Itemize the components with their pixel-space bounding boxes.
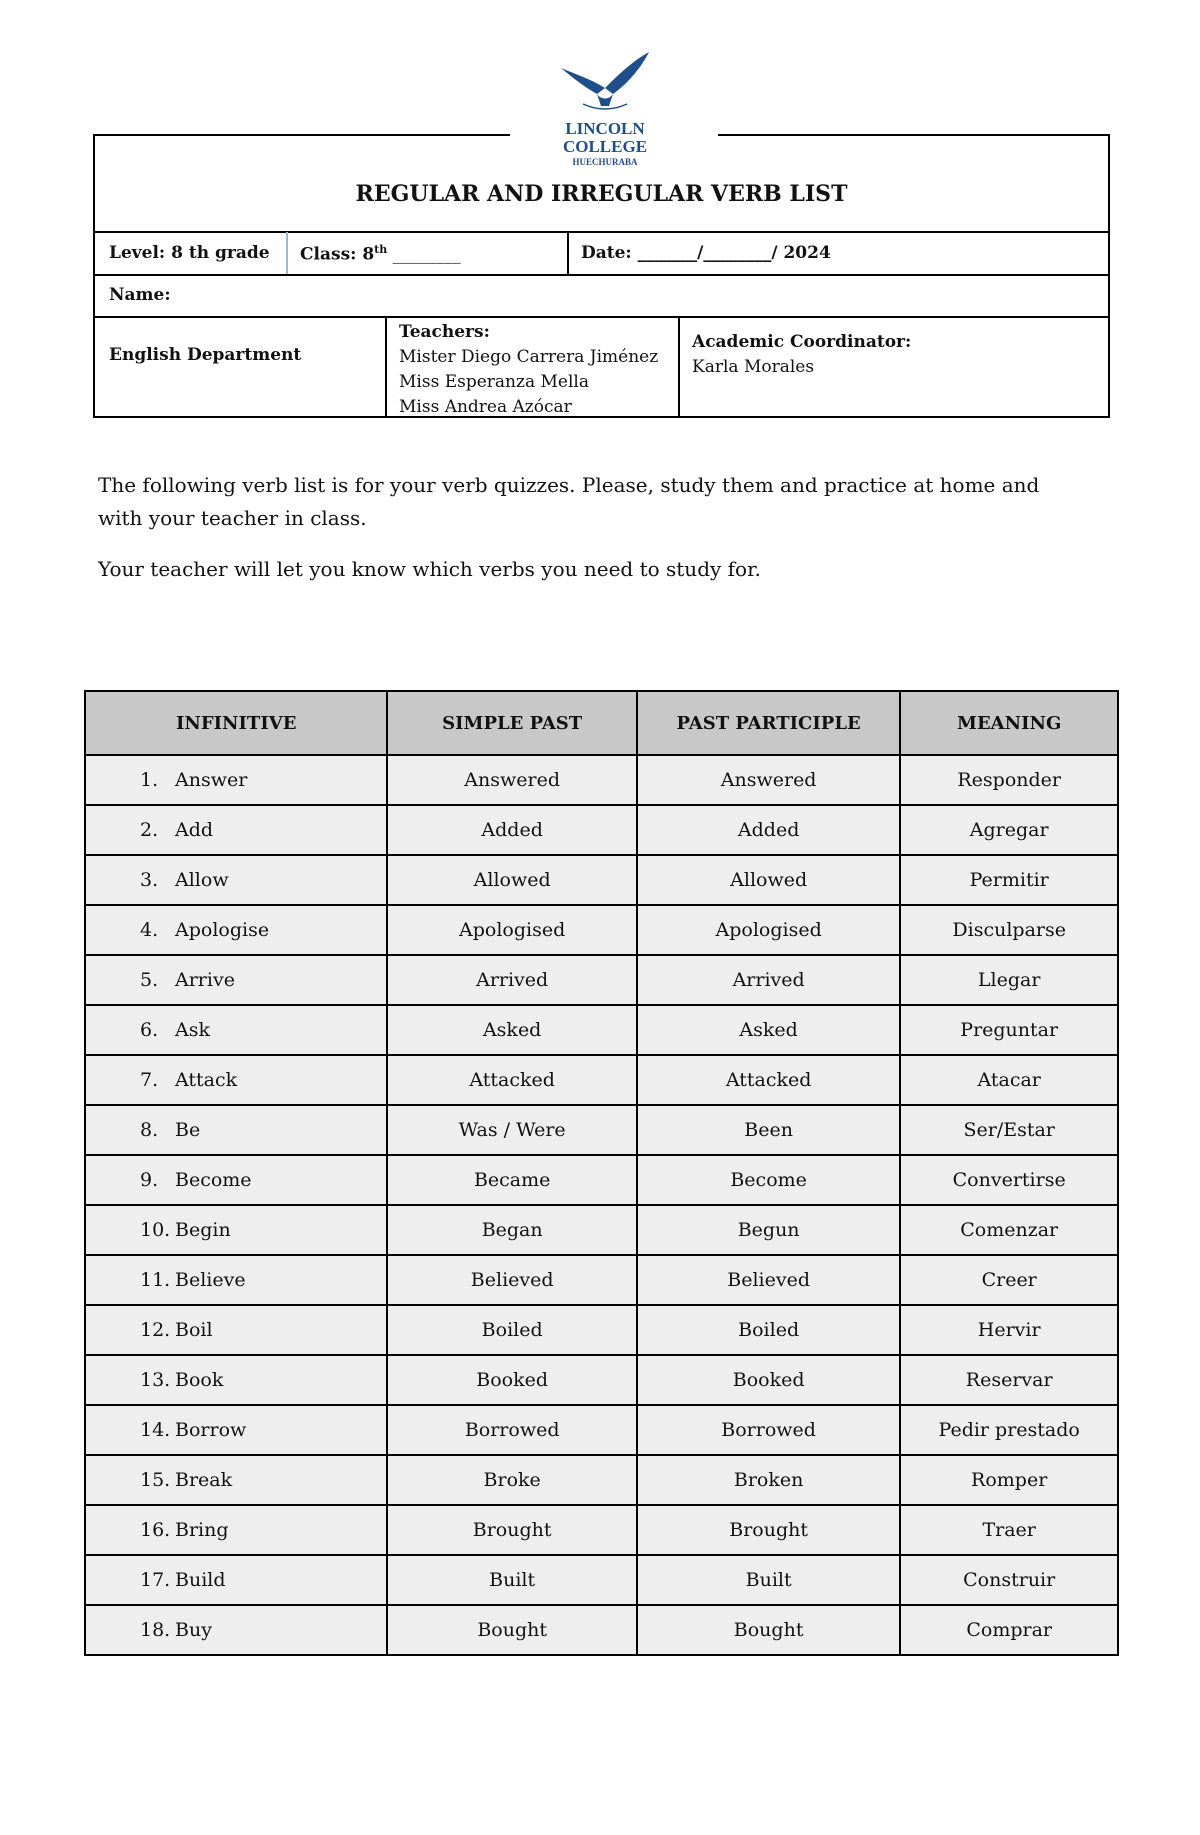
table-row: [85, 855, 1118, 905]
row-number: 7.: [140, 1069, 159, 1091]
table-row: [85, 1105, 1118, 1155]
cell-infinitive: [85, 1205, 387, 1255]
cell-meaning: Ser/Estar: [900, 1105, 1118, 1155]
divider: [95, 316, 1108, 318]
cell-simple-past: Boiled: [387, 1305, 636, 1355]
teacher-name: Miss Andrea Azócar: [399, 397, 572, 417]
infinitive-text: Ask: [175, 1019, 210, 1041]
infinitive-text: Begin: [175, 1219, 231, 1241]
infinitive-text: Break: [175, 1469, 233, 1491]
row-number: 4.: [140, 919, 159, 941]
column-header-past-participle: PAST PARTICIPLE: [637, 691, 900, 755]
infinitive-text: Bring: [175, 1519, 229, 1541]
table-row: [85, 1355, 1118, 1405]
eagle-icon: [561, 52, 649, 109]
infinitive-text: Add: [175, 819, 214, 841]
infinitive-text: Arrive: [175, 969, 235, 991]
cell-meaning: Reservar: [900, 1355, 1118, 1405]
infinitive-text: Buy: [175, 1619, 212, 1641]
class-blank: ________: [387, 244, 461, 265]
name-field: Name:: [109, 285, 171, 305]
cell-meaning: Preguntar: [900, 1005, 1118, 1055]
cell-meaning: Pedir prestado: [900, 1405, 1118, 1455]
cell-past-participle: Answered: [637, 755, 900, 805]
cell-simple-past: Booked: [387, 1355, 636, 1405]
table-row: [85, 1405, 1118, 1455]
column-header-meaning: MEANING: [900, 691, 1118, 755]
table-row: [85, 905, 1118, 955]
cell-infinitive: [85, 1505, 387, 1555]
cell-infinitive: [85, 1405, 387, 1455]
table-row: [85, 755, 1118, 805]
coordinator-name: Karla Morales: [692, 357, 815, 377]
teachers-label: Teachers:: [399, 322, 490, 342]
teachers-block: [399, 320, 658, 420]
cell-infinitive: [85, 1005, 387, 1055]
table-row: [85, 1605, 1118, 1655]
class-sup: th: [374, 243, 388, 256]
department-label: English Department: [109, 345, 302, 365]
cell-past-participle: Borrowed: [637, 1405, 900, 1455]
infinitive-text: Become: [175, 1169, 252, 1191]
row-number: 12.: [140, 1319, 171, 1341]
cell-past-participle: Brought: [637, 1505, 900, 1555]
divider: [95, 231, 1108, 233]
cell-past-participle: Apologised: [637, 905, 900, 955]
cell-infinitive: [85, 1555, 387, 1605]
cell-past-participle: Become: [637, 1155, 900, 1205]
cell-simple-past: Apologised: [387, 905, 636, 955]
cell-infinitive: [85, 755, 387, 805]
divider: [678, 317, 680, 418]
date-field: Date: _______/________/ 2024: [581, 243, 831, 263]
class-label: Class: 8: [300, 244, 375, 265]
cell-meaning: Romper: [900, 1455, 1118, 1505]
cell-infinitive: [85, 905, 387, 955]
cell-past-participle: Begun: [637, 1205, 900, 1255]
table-row: [85, 1055, 1118, 1105]
cell-infinitive: [85, 1255, 387, 1305]
cell-meaning: Construir: [900, 1555, 1118, 1605]
page-title: REGULAR AND IRREGULAR VERB LIST: [355, 180, 848, 207]
cell-simple-past: Allowed: [387, 855, 636, 905]
cell-simple-past: Broke: [387, 1455, 636, 1505]
row-number: 11.: [140, 1269, 171, 1291]
column-header-simple-past: SIMPLE PAST: [387, 691, 636, 755]
cell-simple-past: Added: [387, 805, 636, 855]
table-row: [85, 1505, 1118, 1555]
cell-infinitive: [85, 1455, 387, 1505]
logo-line3: HUECHURABA: [572, 157, 638, 167]
cell-simple-past: Was / Were: [387, 1105, 636, 1155]
table-header-row: [85, 691, 1118, 755]
row-number: 15.: [140, 1469, 171, 1491]
cell-meaning: Agregar: [900, 805, 1118, 855]
level-field: Level: 8 th grade: [109, 243, 270, 263]
cell-simple-past: Borrowed: [387, 1405, 636, 1455]
table-row: [85, 1205, 1118, 1255]
row-number: 16.: [140, 1519, 171, 1541]
infinitive-text: Boil: [175, 1319, 213, 1341]
cell-past-participle: Bought: [637, 1605, 900, 1655]
cell-simple-past: Bought: [387, 1605, 636, 1655]
infinitive-text: Be: [175, 1119, 201, 1141]
cell-simple-past: Brought: [387, 1505, 636, 1555]
cell-meaning: Permitir: [900, 855, 1118, 905]
logo-line1: LINCOLN: [565, 119, 645, 138]
cell-meaning: Comprar: [900, 1605, 1118, 1655]
table-row: [85, 805, 1118, 855]
cell-past-participle: Asked: [637, 1005, 900, 1055]
cell-infinitive: [85, 1355, 387, 1405]
class-field: [300, 243, 461, 265]
divider: [95, 274, 1108, 276]
cell-past-participle: Broken: [637, 1455, 900, 1505]
row-number: 14.: [140, 1419, 171, 1441]
cell-infinitive: [85, 1305, 387, 1355]
coordinator-label: Academic Coordinator:: [692, 332, 912, 352]
table-row: [85, 1155, 1118, 1205]
verb-table: [84, 690, 1119, 1656]
row-number: 18.: [140, 1619, 171, 1641]
table-row: [85, 1455, 1118, 1505]
row-number: 9.: [140, 1169, 159, 1191]
cell-past-participle: Believed: [637, 1255, 900, 1305]
row-number: 6.: [140, 1019, 159, 1041]
row-number: 1.: [140, 769, 159, 791]
row-number: 10.: [140, 1219, 171, 1241]
cell-meaning: Llegar: [900, 955, 1118, 1005]
cell-meaning: Disculparse: [900, 905, 1118, 955]
cell-simple-past: Attacked: [387, 1055, 636, 1105]
infinitive-text: Build: [175, 1569, 226, 1591]
divider: [385, 317, 387, 418]
row-number: 8.: [140, 1119, 159, 1141]
cell-past-participle: Added: [637, 805, 900, 855]
cell-infinitive: [85, 855, 387, 905]
row-number: 3.: [140, 869, 159, 891]
intro-paragraph: Your teacher will let you know which verbs you need to study for.: [98, 557, 761, 581]
header-box: [93, 134, 1110, 418]
row-number: 17.: [140, 1569, 171, 1591]
infinitive-text: Borrow: [175, 1419, 247, 1441]
intro-paragraph: The following verb list is for your verb quizzes. Please, study them and practice at home and with your teacher in class.: [98, 473, 1040, 530]
cell-past-participle: Allowed: [637, 855, 900, 905]
cell-infinitive: [85, 1105, 387, 1155]
infinitive-text: Attack: [175, 1069, 238, 1091]
cell-infinitive: [85, 1605, 387, 1655]
cell-meaning: Traer: [900, 1505, 1118, 1555]
row-number: 13.: [140, 1369, 171, 1391]
cell-simple-past: Became: [387, 1155, 636, 1205]
cell-meaning: Hervir: [900, 1305, 1118, 1355]
logo-line2: COLLEGE: [562, 137, 648, 156]
cell-past-participle: Built: [637, 1555, 900, 1605]
cell-past-participle: Boiled: [637, 1305, 900, 1355]
table-row: [85, 1555, 1118, 1605]
infinitive-text: Book: [175, 1369, 224, 1391]
column-header-infinitive: INFINITIVE: [85, 691, 387, 755]
verb-table-body: [85, 755, 1118, 1655]
cell-meaning: Creer: [900, 1255, 1118, 1305]
cell-simple-past: Believed: [387, 1255, 636, 1305]
divider: [286, 232, 288, 275]
cell-past-participle: Attacked: [637, 1055, 900, 1105]
infinitive-text: Answer: [175, 769, 248, 791]
divider: [567, 232, 569, 275]
cell-infinitive: [85, 955, 387, 1005]
infinitive-text: Believe: [175, 1269, 246, 1291]
table-row: [85, 1005, 1118, 1055]
teacher-name: Miss Esperanza Mella: [399, 372, 589, 392]
row-number: 2.: [140, 819, 159, 841]
cell-simple-past: Began: [387, 1205, 636, 1255]
cell-simple-past: Arrived: [387, 955, 636, 1005]
cell-meaning: Responder: [900, 755, 1118, 805]
cell-past-participle: Arrived: [637, 955, 900, 1005]
cell-infinitive: [85, 805, 387, 855]
coordinator-block: [692, 330, 911, 380]
table-row: [85, 1305, 1118, 1355]
infinitive-text: Allow: [175, 869, 229, 891]
table-row: [85, 955, 1118, 1005]
cell-meaning: Convertirse: [900, 1155, 1118, 1205]
cell-infinitive: [85, 1055, 387, 1105]
infinitive-text: Apologise: [175, 919, 270, 941]
teacher-name: Mister Diego Carrera Jiménez: [399, 347, 659, 367]
cell-simple-past: Answered: [387, 755, 636, 805]
cell-past-participle: Been: [637, 1105, 900, 1155]
cell-simple-past: Asked: [387, 1005, 636, 1055]
cell-past-participle: Booked: [637, 1355, 900, 1405]
cell-meaning: Comenzar: [900, 1205, 1118, 1255]
table-row: [85, 1255, 1118, 1305]
cell-meaning: Atacar: [900, 1055, 1118, 1105]
row-number: 5.: [140, 969, 159, 991]
cell-infinitive: [85, 1155, 387, 1205]
cell-simple-past: Built: [387, 1555, 636, 1605]
